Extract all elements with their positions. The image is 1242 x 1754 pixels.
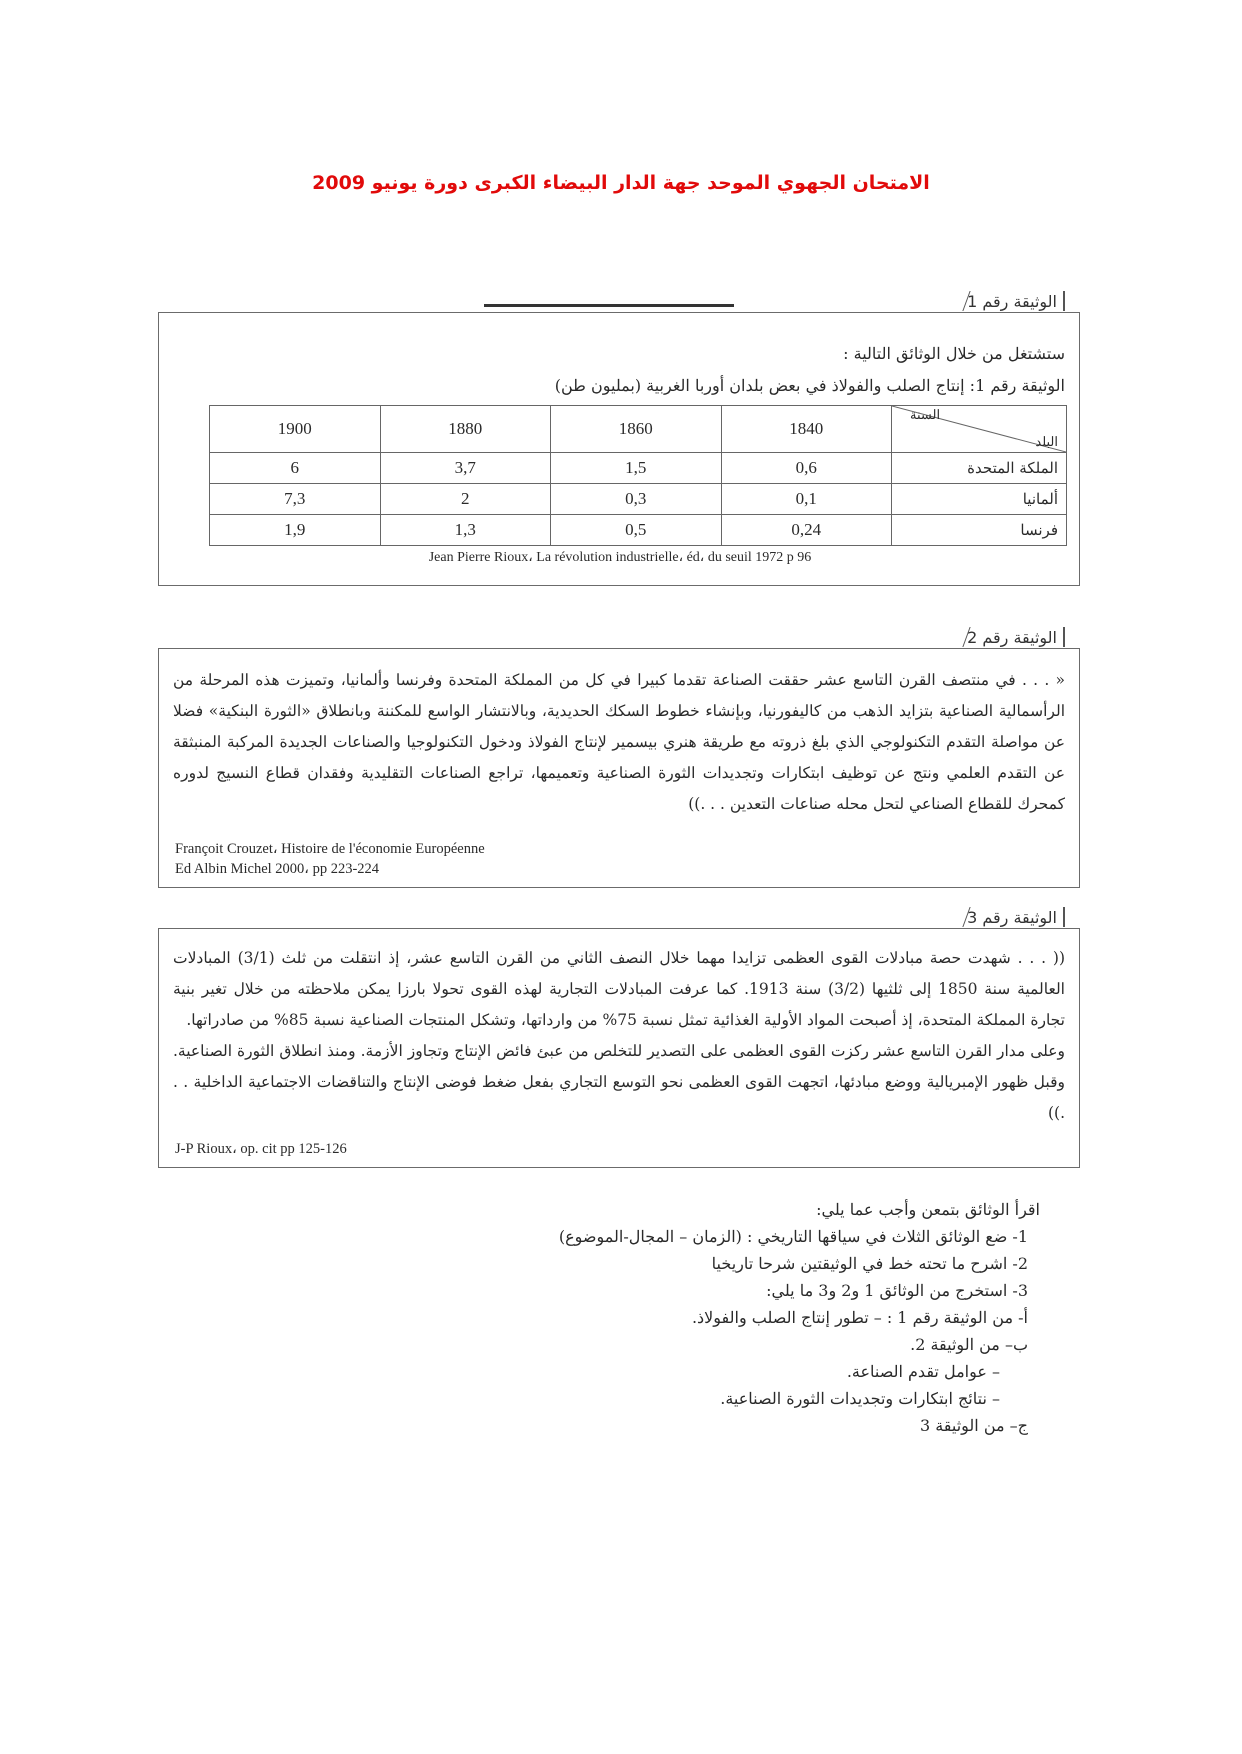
country-cell: فرنسا (892, 515, 1067, 546)
table-row (210, 484, 1067, 515)
document-3-box (158, 908, 1080, 1168)
document-1-tag (950, 291, 1065, 311)
value-cell: 1,9 (210, 515, 381, 546)
questions-section (200, 1196, 1040, 1439)
value-cell: 6 (210, 453, 381, 484)
table-corner-cell (892, 406, 1067, 453)
question-3b-item-2: – نتائج ابتكارات وتجديدات الثورة الصناعية. (720, 1389, 1000, 1408)
document-2-tag (950, 627, 1065, 647)
document-2-box (158, 628, 1080, 888)
question-3: 3- استخرج من الوثائق 1 و2 و3 ما يلي: (766, 1281, 1028, 1300)
document-3-source: J-P Rioux، op. cit pp 125-126 (175, 1141, 347, 1157)
doc1-intro: ستشتغل من خلال الوثائق التالية : (843, 344, 1065, 363)
question-3a: أ- من الوثيقة رقم 1 : – تطور إنتاج الصلب والفولاذ. (691, 1308, 1028, 1327)
document-3-tag-label: الوثيقة رقم 3 (967, 908, 1057, 927)
country-cell: ألمانيا (892, 484, 1067, 515)
document-3-paragraph-2: وعلى مدار القرن التاسع عشر ركزت القوى العظمى على التصدير للتخلص من عبئ فائض الإنتاج وتجاوز الأزمة. ومنذ انطلاق الثورة الصناعية. وقبل ظهور الإمبريالية ووضع مبادئها، اتجهت القوى العظمى نحو التوسع التجاري بفعل ضغط فوضى الإنتاج والتناقضات الاجتماعية الداخلية . . .)) (173, 1042, 1065, 1122)
document-1-source: Jean Pierre Rioux، La révolution industrielle، éd، du seuil 1972 p 96 (428, 550, 812, 565)
question-3b-item-1: – عوامل تقدم الصناعة. (846, 1362, 1000, 1381)
document-2-text: « . . . في منتصف القرن التاسع عشر حققت الصناعة تقدما كبيرا في كل من المملكة المتحدة وفرنسا وألمانيا، وتميزت هذه المرحلة من الرأسمالية الصناعية بتزايد الذهب من كاليفورنيا، وبإنشاء خطوط السكك الحديدية، وبالانتشار الواسع للمكننة وبانطلاق «الثورة البنكية» فضلا عن مواصلة التقدم التكنولوجي الذي بلغ ذروته مع طريقة هنري بيسمير لإنتاج الفولاذ ودخول التكنولوجيا والصناعات الجديدة المركبة المنبثقة عن التقدم العلمي ونتج عن توظيف ابتكارات وتجديدات الثورة الصناعية وتعميمها، تراجع الصناعات التقليدية وفقدان قطاع النسيج لدوره كمحرك للقطاع الصناعي لتحل محله صناعات التعدين . . .)) (173, 671, 1065, 813)
document-3-tag (950, 907, 1065, 927)
year-header: 1880 (380, 406, 551, 453)
table-row (210, 453, 1067, 484)
document-2-tag-label: الوثيقة رقم 2 (967, 628, 1057, 647)
document-1-tag-label: الوثيقة رقم 1 (967, 292, 1057, 311)
year-header: 1840 (721, 406, 892, 453)
question-1: 1- ضع الوثائق الثلاث في سياقها التاريخي : (الزمان – المجال-الموضوع) (558, 1227, 1028, 1246)
header-year-label: السنة (910, 408, 941, 423)
value-cell: 2 (380, 484, 551, 515)
steel-production-table (209, 405, 1067, 546)
question-2: 2- اشرح ما تحته خط في الوثيقتين شرحا تاريخيا (711, 1254, 1028, 1273)
value-cell: 7,3 (210, 484, 381, 515)
value-cell: 1,5 (551, 453, 722, 484)
table-header-row (210, 406, 1067, 453)
value-cell: 3,7 (380, 453, 551, 484)
country-cell: الملكة المتحدة (892, 453, 1067, 484)
document-2-source-line-2: Ed Albin Michel 2000، pp 223-224 (175, 861, 380, 877)
question-3c: ج– من الوثيقة 3 (919, 1416, 1028, 1435)
value-cell: 0,3 (551, 484, 722, 515)
value-cell: 1,3 (380, 515, 551, 546)
value-cell: 0,6 (721, 453, 892, 484)
question-3b: ب– من الوثيقة 2. (910, 1335, 1028, 1354)
value-cell: 0,24 (721, 515, 892, 546)
questions-intro: اقرأ الوثائق بتمعن وأجب عما يلي: (816, 1200, 1040, 1219)
year-header: 1860 (551, 406, 722, 453)
header-country-label: البلد (1035, 435, 1058, 450)
table-caption: الوثيقة رقم 1: إنتاج الصلب والفولاذ في بعض بلدان أوربا الغربية (بمليون طن) (554, 376, 1065, 395)
value-cell: 0,5 (551, 515, 722, 546)
top-rule (484, 304, 734, 307)
document-2-source (175, 839, 485, 879)
document-3-text (173, 943, 1065, 1129)
document-2-source-line-1: Françoit Crouzet، Histoire de l'économie Européenne (175, 841, 485, 857)
table-row (210, 515, 1067, 546)
year-header: 1900 (210, 406, 381, 453)
document-3-paragraph-1: (( . . . شهدت حصة مبادلات القوى العظمى تزايدا مهما خلال النصف الثاني من القرن التاسع عشر، إذ انتقلت من ثلث (3/1) المبادلات العالمية سنة 1850 إلى ثلثيها (3/2) سنة 1913. كما عرفت المبادلات التجارية لهذه القوى تحولا بارزا يمكن ملاحظته من خلال تغير بنية تجارة المملكة المتحدة، إذ أصبحت المواد الأولية الغذائية تمثل نسبة 75% من وارداتها، وتشكل المنتجات الصناعية نسبة 85% من صادراتها. (173, 949, 1065, 1029)
exam-title: الامتحان الجهوي الموحد جهة الدار البيضاء الكبرى دورة يونيو 2009 (312, 172, 930, 194)
document-1-box (158, 292, 1080, 586)
value-cell: 0,1 (721, 484, 892, 515)
